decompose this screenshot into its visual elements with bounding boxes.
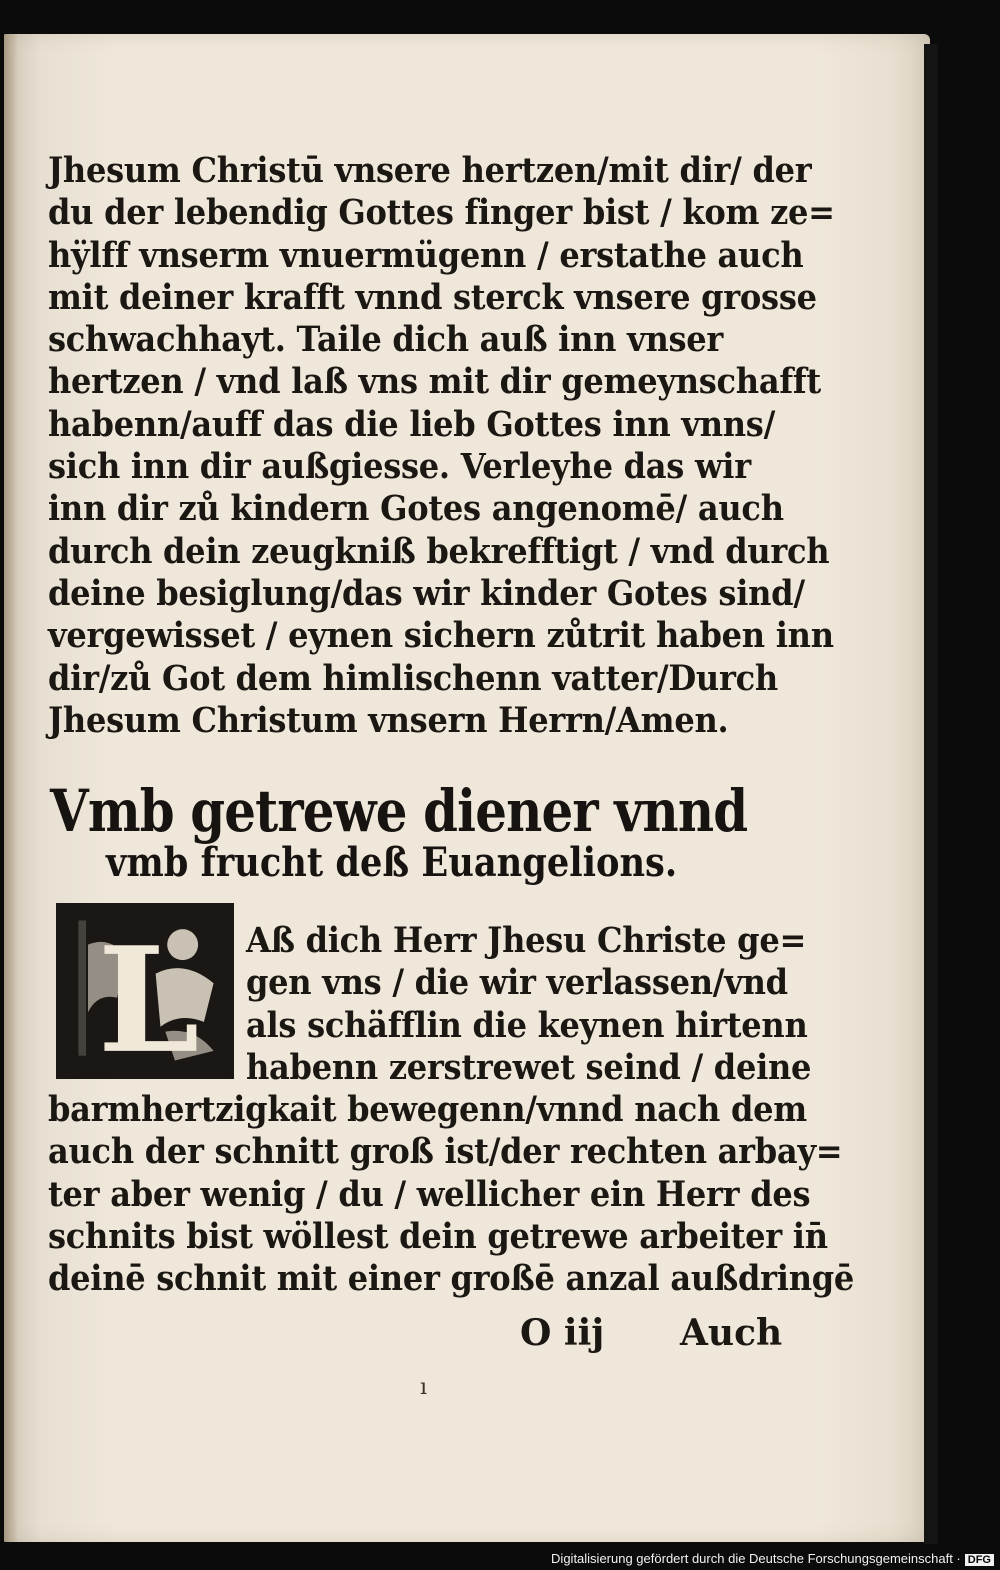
credit-text: Digitalisierung gefördert durch die Deutsche Forschungsgemeinschaft ·	[551, 1551, 961, 1566]
catchword: Auch	[680, 1312, 783, 1354]
text-line: deine besiglung/das wir kinder Gotes sind/	[48, 573, 805, 614]
text-line: du der lebendig Gottes finger bist / kom ze=	[48, 193, 835, 234]
page-edge-shadow	[924, 44, 938, 1544]
text-line: schwachhayt. Taile dich auß inn vnser	[48, 320, 724, 361]
signature-mark: O iij	[520, 1312, 605, 1354]
text-line: schnits bist wöllest dein getrewe arbeiter in̄	[48, 1217, 828, 1258]
text-line: Aß dich Herr Jhesu Christe ge=	[246, 921, 807, 961]
text-line: vergewisset / eynen sichern zůtrit haben inn	[48, 616, 834, 657]
text-line: habenn zerstrewet seind / deine	[246, 1047, 812, 1088]
text-line: hertzen / vnd laß vns mit dir gemeynschafft	[48, 362, 821, 403]
dfg-logo-icon: DFG	[965, 1554, 994, 1566]
text-line: barmhertzigkait bewegenn/vnnd nach dem	[48, 1090, 807, 1131]
digitization-credit	[551, 1551, 994, 1566]
heading-line-1: Vmb getrewe diener vnnd	[50, 777, 748, 845]
section-heading	[50, 777, 770, 886]
text-line: auch der schnitt groß ist/der rechten arbay=	[48, 1132, 843, 1173]
page-footer	[520, 1312, 783, 1354]
printer-mark: ı	[420, 1375, 428, 1400]
text-line: ter aber wenig / du / wellicher ein Herr des	[48, 1174, 811, 1215]
text-line: Jhesum Christum vnsern Herrn/Amen.	[48, 700, 729, 741]
paragraph-with-initial	[48, 920, 855, 1301]
text-line: inn dir zů kindern Gotes angenomē/ auch	[48, 489, 784, 530]
text-line: dir/zů Got dem himlischenn vatter/Durch	[48, 658, 778, 699]
text-line: deinē schnit mit einer großē anzal außdringē	[48, 1259, 855, 1300]
svg-text:L: L	[97, 915, 200, 1076]
text-line: Jhesum Christū vnsere hertzen/mit dir/ der	[48, 151, 812, 191]
text-line: habenn/auff das die lieb Gottes inn vnns/	[48, 404, 776, 445]
text-line: mit deiner krafft vnnd sterck vnsere grosse	[48, 277, 817, 318]
prayer-text-block	[48, 150, 835, 742]
text-line: als schäfflin die keynen hirtenn	[246, 1005, 808, 1046]
page-gutter-shadow	[4, 34, 18, 1542]
text-line: gen vns / die wir verlassen/vnd	[246, 963, 788, 1004]
text-line: durch dein zeugkniß bekrefftigt / vnd durch	[48, 531, 830, 572]
text-line: hÿlff vnserm vnuermügenn / erstathe auch	[48, 235, 804, 276]
heading-line-2: vmb frucht deß Euangelions.	[106, 839, 678, 886]
text-line: sich inn dir außgiesse. Verleyhe das wir	[48, 447, 751, 488]
